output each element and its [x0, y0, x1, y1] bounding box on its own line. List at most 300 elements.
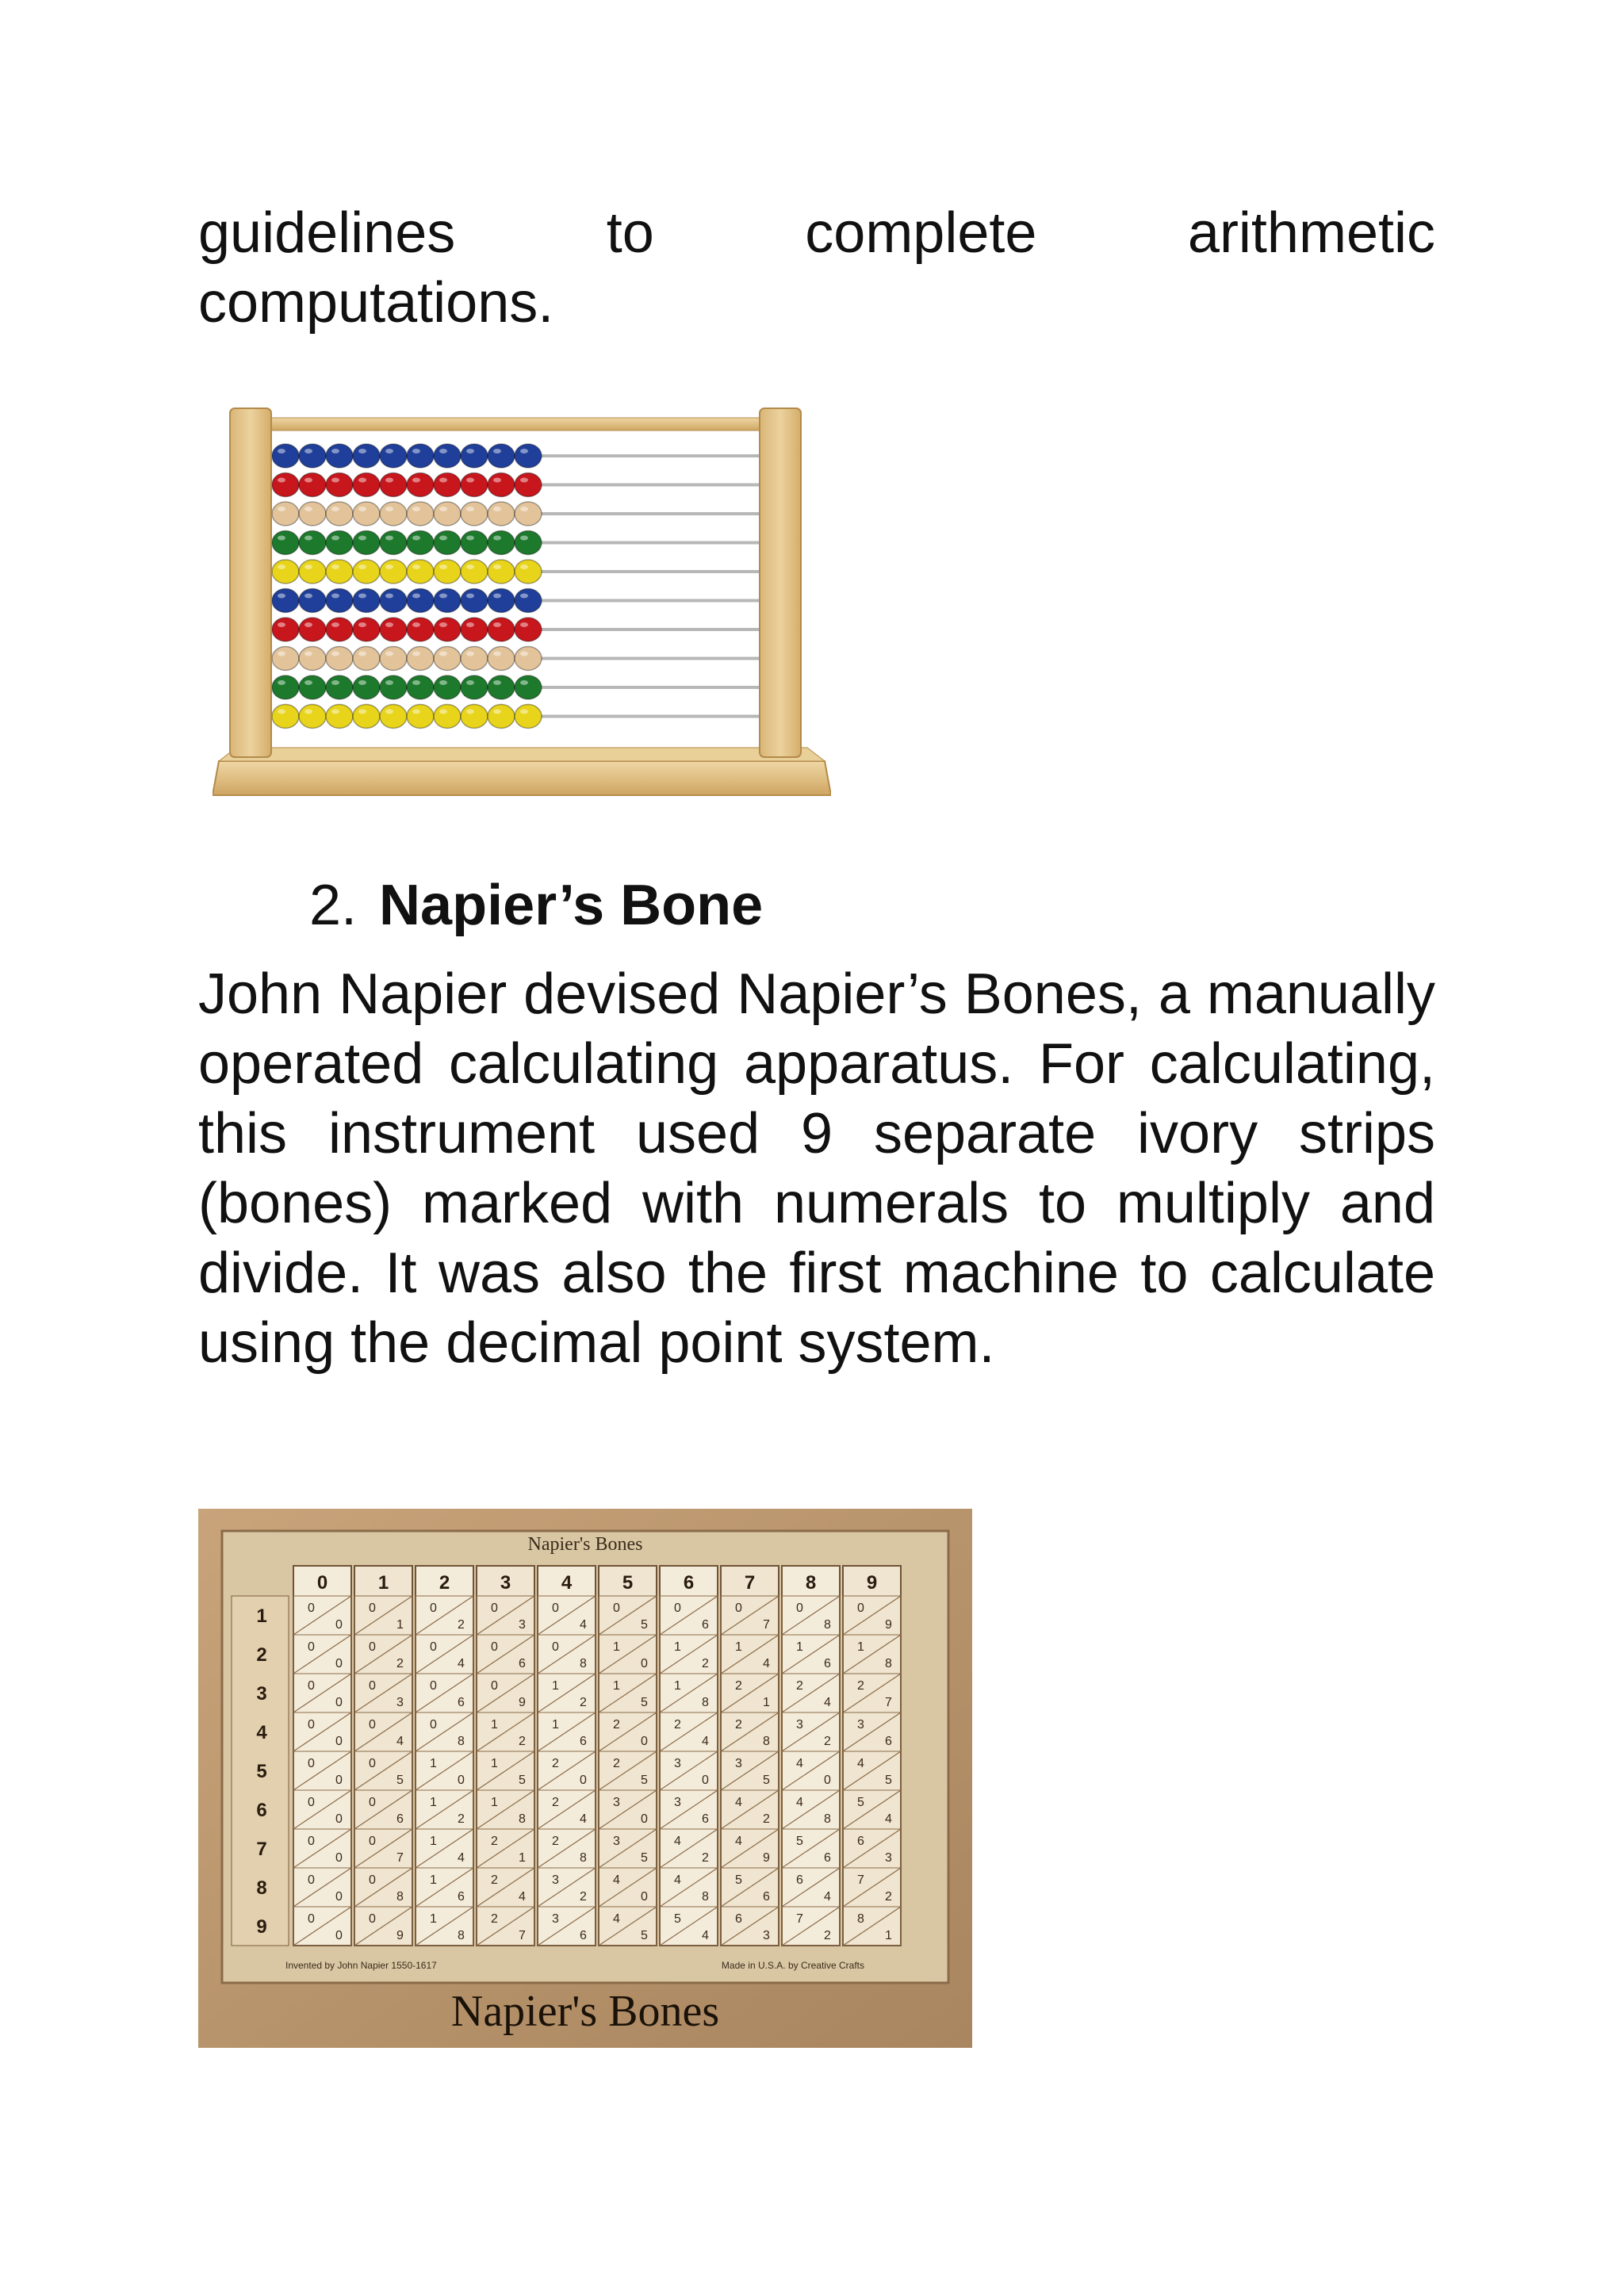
- bone-cell-tens: 0: [430, 1679, 437, 1693]
- abacus-bead-highlight: [493, 710, 501, 714]
- bone-cell-ones: 3: [396, 1696, 404, 1709]
- abacus-bead: [461, 675, 488, 699]
- bones-caption: Napier's Bones: [450, 1987, 720, 2036]
- bone-cell-ones: 0: [335, 1851, 343, 1865]
- bone-cell-tens: 6: [796, 1873, 803, 1887]
- abacus-bead-highlight: [412, 478, 420, 483]
- abacus-bead: [299, 560, 326, 584]
- abacus-right-post: [760, 408, 801, 757]
- bone-cell-tens: 2: [491, 1873, 498, 1887]
- abacus-bead: [380, 647, 407, 671]
- abacus-bead: [461, 589, 488, 613]
- abacus-bead: [434, 589, 461, 613]
- abacus-bead: [353, 647, 380, 671]
- bone-cell-ones: 4: [824, 1890, 831, 1904]
- bone-cell-tens: 2: [613, 1718, 620, 1732]
- bone-cell-ones: 8: [458, 1929, 465, 1942]
- abacus-bead-highlight: [304, 710, 312, 714]
- abacus-bead: [515, 560, 542, 584]
- abacus-bead-highlight: [439, 507, 447, 511]
- abacus-bead-highlight: [278, 478, 285, 483]
- bone-cell-ones: 8: [519, 1812, 526, 1826]
- abacus-bead: [488, 560, 515, 584]
- abacus-bead: [434, 647, 461, 671]
- bone-cell-ones: 1: [519, 1851, 526, 1865]
- bone-cell-ones: 4: [458, 1657, 465, 1670]
- bone-cell-tens: 1: [430, 1873, 437, 1887]
- bone-cell-tens: 1: [430, 1796, 437, 1809]
- abacus-bead-highlight: [520, 564, 528, 569]
- bone-cell-ones: 3: [885, 1851, 892, 1865]
- bone-cell-tens: 2: [735, 1718, 742, 1732]
- abacus-bead-highlight: [466, 536, 474, 541]
- bone-cell-tens: 0: [308, 1796, 315, 1809]
- abacus-bead-highlight: [466, 478, 474, 483]
- bone-cell-ones: 4: [580, 1618, 587, 1632]
- bones-column-header: 4: [561, 1572, 573, 1594]
- section-number: 2.: [309, 874, 358, 937]
- bone-cell-ones: 2: [763, 1812, 770, 1826]
- bone-cell-ones: 0: [335, 1774, 343, 1787]
- bone-cell-tens: 0: [369, 1679, 376, 1693]
- bone-cell-ones: 5: [885, 1774, 892, 1787]
- abacus-bead: [272, 502, 299, 526]
- abacus-bead-highlight: [493, 622, 501, 627]
- abacus-bead-highlight: [331, 507, 339, 511]
- bone-strip: [477, 1566, 534, 1946]
- bone-cell-ones: 5: [763, 1774, 770, 1787]
- bone-cell-tens: 3: [735, 1757, 742, 1770]
- bone-cell-tens: 1: [674, 1679, 681, 1693]
- abacus-bead: [461, 647, 488, 671]
- bone-cell-ones: 2: [396, 1657, 404, 1670]
- abacus-bead-highlight: [520, 449, 528, 453]
- bone-cell-ones: 5: [641, 1929, 648, 1942]
- abacus-bead: [353, 675, 380, 699]
- bone-strip: [599, 1566, 657, 1946]
- bone-cell-tens: 2: [796, 1679, 803, 1693]
- bone-cell-tens: 0: [369, 1912, 376, 1926]
- abacus-bead-highlight: [520, 507, 528, 511]
- bones-top-label: Napier's Bones: [527, 1534, 643, 1555]
- bone-cell-ones: 3: [763, 1929, 770, 1942]
- bone-cell-tens: 1: [491, 1757, 498, 1770]
- abacus-bead-highlight: [385, 652, 393, 656]
- abacus-bead: [407, 560, 434, 584]
- abacus-bead: [326, 675, 353, 699]
- abacus-bead-highlight: [331, 652, 339, 656]
- abacus-bead: [380, 473, 407, 497]
- abacus-bead-highlight: [466, 622, 474, 627]
- bone-cell-tens: 3: [674, 1796, 681, 1809]
- bone-cell-ones: 8: [885, 1657, 892, 1670]
- bone-cell-tens: 4: [796, 1796, 803, 1809]
- abacus-bead: [299, 589, 326, 613]
- abacus-bead: [515, 473, 542, 497]
- bone-cell-ones: 7: [763, 1618, 770, 1632]
- bone-cell-ones: 2: [580, 1696, 587, 1709]
- bone-cell-ones: 6: [396, 1812, 404, 1826]
- bones-footer-left: Invented by John Napier 1550-1617: [285, 1960, 437, 1971]
- bone-cell-ones: 0: [335, 1735, 343, 1748]
- abacus-bead-highlight: [412, 652, 420, 656]
- bone-cell-tens: 2: [491, 1912, 498, 1926]
- abacus-bead: [326, 531, 353, 555]
- abacus-bead: [434, 675, 461, 699]
- bone-cell-ones: 8: [763, 1735, 770, 1748]
- bone-cell-tens: 0: [491, 1679, 498, 1693]
- bone-cell-ones: 4: [885, 1812, 892, 1826]
- abacus-bead-highlight: [385, 478, 393, 483]
- bone-cell-tens: 0: [369, 1757, 376, 1770]
- bone-cell-ones: 0: [458, 1774, 465, 1787]
- abacus-bead-highlight: [412, 622, 420, 627]
- abacus-bead: [515, 618, 542, 641]
- abacus-bead-highlight: [304, 652, 312, 656]
- bone-cell-tens: 0: [430, 1718, 437, 1732]
- abacus-bead-highlight: [278, 622, 285, 627]
- bone-cell-ones: 0: [335, 1890, 343, 1904]
- abacus-bead: [461, 502, 488, 526]
- bone-strip: [782, 1566, 840, 1946]
- bone-cell-tens: 1: [491, 1718, 498, 1732]
- bones-row-header: 1: [256, 1605, 267, 1627]
- bone-cell-tens: 0: [308, 1912, 315, 1926]
- abacus-bead-highlight: [385, 536, 393, 541]
- abacus-bead-highlight: [358, 622, 366, 627]
- bone-cell-tens: 1: [613, 1640, 620, 1654]
- abacus-bead-highlight: [304, 594, 312, 599]
- abacus-bead: [353, 618, 380, 641]
- bone-cell-ones: 2: [458, 1812, 465, 1826]
- bone-cell-ones: 8: [702, 1696, 709, 1709]
- abacus-bead: [272, 647, 299, 671]
- abacus-bead: [326, 502, 353, 526]
- bone-cell-tens: 3: [613, 1835, 620, 1848]
- abacus-bead: [353, 560, 380, 584]
- bones-row-header: 4: [256, 1722, 267, 1743]
- abacus-bead: [380, 589, 407, 613]
- bones-row-header: 7: [256, 1839, 267, 1860]
- napiers-bones-illustration: [198, 1509, 972, 2048]
- bone-cell-ones: 8: [824, 1812, 831, 1826]
- bone-cell-tens: 3: [857, 1718, 864, 1732]
- bone-cell-ones: 0: [580, 1774, 587, 1787]
- bone-cell-tens: 3: [552, 1873, 559, 1887]
- abacus-bead: [272, 618, 299, 641]
- bone-cell-tens: 0: [308, 1873, 315, 1887]
- bone-cell-ones: 0: [641, 1890, 648, 1904]
- abacus-bead-highlight: [520, 652, 528, 656]
- bone-cell-ones: 6: [824, 1851, 831, 1865]
- abacus-bead-highlight: [412, 449, 420, 453]
- bone-cell-ones: 0: [702, 1774, 709, 1787]
- abacus-bead-highlight: [358, 536, 366, 541]
- bone-cell-tens: 0: [369, 1796, 376, 1809]
- abacus-bead: [326, 618, 353, 641]
- abacus-bead: [326, 473, 353, 497]
- bone-cell-tens: 0: [552, 1601, 559, 1615]
- bone-cell-ones: 4: [519, 1890, 526, 1904]
- abacus-bead-highlight: [439, 536, 447, 541]
- abacus-bead: [515, 531, 542, 555]
- abacus-bead-highlight: [412, 680, 420, 685]
- abacus-bead-highlight: [278, 507, 285, 511]
- bone-cell-tens: 4: [674, 1835, 681, 1848]
- abacus-bead-highlight: [358, 564, 366, 569]
- bone-cell-ones: 7: [885, 1696, 892, 1709]
- abacus-bead: [272, 444, 299, 468]
- bone-cell-tens: 0: [430, 1640, 437, 1654]
- bone-cell-ones: 6: [458, 1696, 465, 1709]
- abacus-bead: [488, 444, 515, 468]
- bone-cell-tens: 5: [674, 1912, 681, 1926]
- abacus-bead: [488, 531, 515, 555]
- bone-cell-ones: 6: [824, 1657, 831, 1670]
- bone-cell-ones: 2: [824, 1929, 831, 1942]
- bone-cell-ones: 0: [335, 1618, 343, 1632]
- bone-cell-tens: 3: [796, 1718, 803, 1732]
- bone-cell-ones: 4: [824, 1696, 831, 1709]
- bone-cell-ones: 4: [580, 1812, 587, 1826]
- abacus-bead-highlight: [331, 564, 339, 569]
- abacus-bead-highlight: [304, 478, 312, 483]
- bone-cell-tens: 3: [613, 1796, 620, 1809]
- abacus-bead-highlight: [331, 622, 339, 627]
- bone-cell-ones: 1: [396, 1618, 404, 1632]
- abacus-bead: [326, 705, 353, 729]
- abacus-bead-highlight: [493, 536, 501, 541]
- bone-cell-tens: 2: [491, 1835, 498, 1848]
- bone-cell-ones: 5: [641, 1696, 648, 1709]
- bone-cell-ones: 6: [702, 1812, 709, 1826]
- abacus-bead: [461, 705, 488, 729]
- abacus-bead-highlight: [278, 710, 285, 714]
- bone-cell-tens: 4: [613, 1873, 620, 1887]
- abacus-bead-highlight: [304, 564, 312, 569]
- bone-cell-tens: 0: [308, 1640, 315, 1654]
- bone-cell-tens: 1: [552, 1679, 559, 1693]
- bone-cell-tens: 0: [369, 1835, 376, 1848]
- abacus-bead-highlight: [385, 622, 393, 627]
- bone-cell-tens: 0: [735, 1601, 742, 1615]
- bone-cell-tens: 0: [491, 1601, 498, 1615]
- bones-row-header: 2: [256, 1644, 267, 1666]
- abacus-bead: [434, 705, 461, 729]
- bone-strip: [354, 1566, 412, 1946]
- napier-paragraph: John Napier devised Napier’s Bones, a manually operated calculating apparatus. For calculating, this instrument used 9 separate ivory strips (bones) marked with numerals to multiply and divide. It was also the first machine to calculate using the decimal point system.: [198, 962, 1435, 1375]
- bones-column-header: 1: [377, 1572, 389, 1594]
- bone-cell-tens: 4: [613, 1912, 620, 1926]
- abacus-bead: [515, 502, 542, 526]
- abacus-bead: [272, 589, 299, 613]
- bones-column-header: 2: [439, 1572, 450, 1594]
- abacus-bead: [434, 502, 461, 526]
- bone-cell-ones: 0: [824, 1774, 831, 1787]
- bone-cell-tens: 1: [491, 1796, 498, 1809]
- bone-cell-ones: 0: [641, 1812, 648, 1826]
- abacus-bead-highlight: [358, 449, 366, 453]
- abacus-bead: [299, 473, 326, 497]
- abacus-bead: [353, 531, 380, 555]
- bone-cell-tens: 4: [674, 1873, 681, 1887]
- abacus-bead-highlight: [412, 507, 420, 511]
- bone-cell-ones: 6: [580, 1735, 587, 1748]
- bone-cell-ones: 8: [396, 1890, 404, 1904]
- bone-cell-ones: 9: [763, 1851, 770, 1865]
- abacus-bead: [326, 560, 353, 584]
- abacus-bead-highlight: [493, 594, 501, 599]
- bone-cell-tens: 2: [674, 1718, 681, 1732]
- abacus-bead: [380, 560, 407, 584]
- bone-cell-ones: 9: [396, 1929, 404, 1942]
- abacus-bead: [272, 473, 299, 497]
- abacus-bead: [353, 473, 380, 497]
- abacus-image: [213, 400, 831, 798]
- bone-cell-tens: 1: [735, 1640, 742, 1654]
- abacus-bead-highlight: [304, 680, 312, 685]
- abacus-bead-highlight: [466, 710, 474, 714]
- bone-cell-tens: 3: [552, 1912, 559, 1926]
- bone-cell-tens: 0: [491, 1640, 498, 1654]
- abacus-bead: [407, 675, 434, 699]
- section-heading: [309, 871, 763, 940]
- bone-cell-tens: 1: [430, 1835, 437, 1848]
- abacus-beads: [272, 444, 542, 729]
- bone-cell-tens: 2: [552, 1757, 559, 1770]
- bone-strip: [538, 1566, 596, 1946]
- bone-cell-ones: 1: [885, 1929, 892, 1942]
- abacus-bead: [407, 473, 434, 497]
- abacus-bead-highlight: [385, 680, 393, 685]
- abacus-bead-highlight: [358, 594, 366, 599]
- abacus-bead-highlight: [439, 564, 447, 569]
- abacus-bead-highlight: [331, 536, 339, 541]
- bone-cell-tens: 2: [552, 1796, 559, 1809]
- bone-cell-tens: 2: [735, 1679, 742, 1693]
- bone-cell-tens: 1: [430, 1912, 437, 1926]
- bones-column-header: 7: [744, 1572, 756, 1594]
- bone-cell-tens: 6: [735, 1912, 742, 1926]
- abacus-bead-highlight: [493, 449, 501, 453]
- bone-cell-tens: 1: [430, 1757, 437, 1770]
- abacus-bead: [434, 531, 461, 555]
- bones-column-header: 9: [866, 1572, 878, 1594]
- abacus-base: [213, 761, 831, 795]
- abacus-bead-highlight: [278, 536, 285, 541]
- bone-cell-ones: 9: [885, 1618, 892, 1632]
- abacus-bead-highlight: [358, 478, 366, 483]
- intro-paragraph: [198, 198, 1435, 338]
- bones-row-header: 6: [256, 1800, 267, 1821]
- bone-cell-ones: 2: [885, 1890, 892, 1904]
- abacus-bead: [380, 675, 407, 699]
- abacus-bead-highlight: [520, 680, 528, 685]
- bone-cell-tens: 0: [308, 1835, 315, 1848]
- abacus-bead: [434, 473, 461, 497]
- abacus-left-post: [230, 408, 271, 757]
- bone-cell-tens: 2: [613, 1757, 620, 1770]
- bone-cell-tens: 5: [857, 1796, 864, 1809]
- abacus-bead: [299, 705, 326, 729]
- bone-cell-tens: 4: [796, 1757, 803, 1770]
- bone-cell-ones: 5: [641, 1618, 648, 1632]
- abacus-bead-highlight: [439, 622, 447, 627]
- bone-cell-ones: 8: [580, 1851, 587, 1865]
- bone-cell-ones: 7: [519, 1929, 526, 1942]
- abacus-bead: [488, 675, 515, 699]
- bone-cell-tens: 8: [857, 1912, 864, 1926]
- abacus-bead: [515, 444, 542, 468]
- bone-cell-tens: 0: [369, 1873, 376, 1887]
- bone-cell-ones: 0: [335, 1657, 343, 1670]
- abacus-bead-highlight: [439, 710, 447, 714]
- abacus-bead: [515, 589, 542, 613]
- bone-cell-ones: 5: [519, 1774, 526, 1787]
- abacus-bead-highlight: [439, 652, 447, 656]
- bone-cell-ones: 6: [702, 1618, 709, 1632]
- bone-cell-ones: 4: [458, 1851, 465, 1865]
- abacus-bead: [461, 473, 488, 497]
- abacus-bead-highlight: [278, 564, 285, 569]
- bone-cell-ones: 2: [580, 1890, 587, 1904]
- abacus-bead-highlight: [412, 594, 420, 599]
- bone-cell-tens: 1: [613, 1679, 620, 1693]
- abacus-bead-highlight: [358, 652, 366, 656]
- bone-cell-tens: 3: [674, 1757, 681, 1770]
- abacus-bead-highlight: [520, 710, 528, 714]
- bone-cell-tens: 7: [796, 1912, 803, 1926]
- bone-cell-ones: 4: [396, 1735, 404, 1748]
- bones-grid: [232, 1566, 901, 1946]
- bone-cell-ones: 8: [702, 1890, 709, 1904]
- abacus-bead: [380, 502, 407, 526]
- bone-cell-ones: 0: [335, 1696, 343, 1709]
- abacus-bead-highlight: [304, 536, 312, 541]
- abacus-bead: [353, 502, 380, 526]
- abacus-bead-highlight: [358, 680, 366, 685]
- abacus-illustration: [213, 400, 831, 798]
- abacus-bead-highlight: [304, 622, 312, 627]
- abacus-bead: [407, 618, 434, 641]
- abacus-bead: [488, 502, 515, 526]
- bone-cell-tens: 0: [369, 1718, 376, 1732]
- bone-cell-ones: 6: [519, 1657, 526, 1670]
- abacus-bead: [461, 560, 488, 584]
- intro-line-2: computations.: [198, 271, 554, 335]
- abacus-bead: [380, 618, 407, 641]
- abacus-bead: [353, 705, 380, 729]
- bone-cell-ones: 7: [396, 1851, 404, 1865]
- bone-cell-tens: 0: [308, 1757, 315, 1770]
- abacus-bead-highlight: [358, 507, 366, 511]
- bone-cell-tens: 2: [552, 1835, 559, 1848]
- abacus-bead: [380, 531, 407, 555]
- bone-cell-tens: 4: [735, 1796, 742, 1809]
- abacus-bead-highlight: [466, 564, 474, 569]
- bone-cell-ones: 0: [641, 1657, 648, 1670]
- bone-cell-tens: 0: [308, 1679, 315, 1693]
- bone-cell-ones: 6: [885, 1735, 892, 1748]
- abacus-bead-highlight: [520, 478, 528, 483]
- abacus-bead: [515, 675, 542, 699]
- abacus-bead: [380, 705, 407, 729]
- bones-column-header: 8: [805, 1572, 817, 1594]
- abacus-bead: [326, 647, 353, 671]
- abacus-bead-highlight: [439, 680, 447, 685]
- abacus-bead-highlight: [466, 652, 474, 656]
- bone-cell-ones: 4: [702, 1735, 709, 1748]
